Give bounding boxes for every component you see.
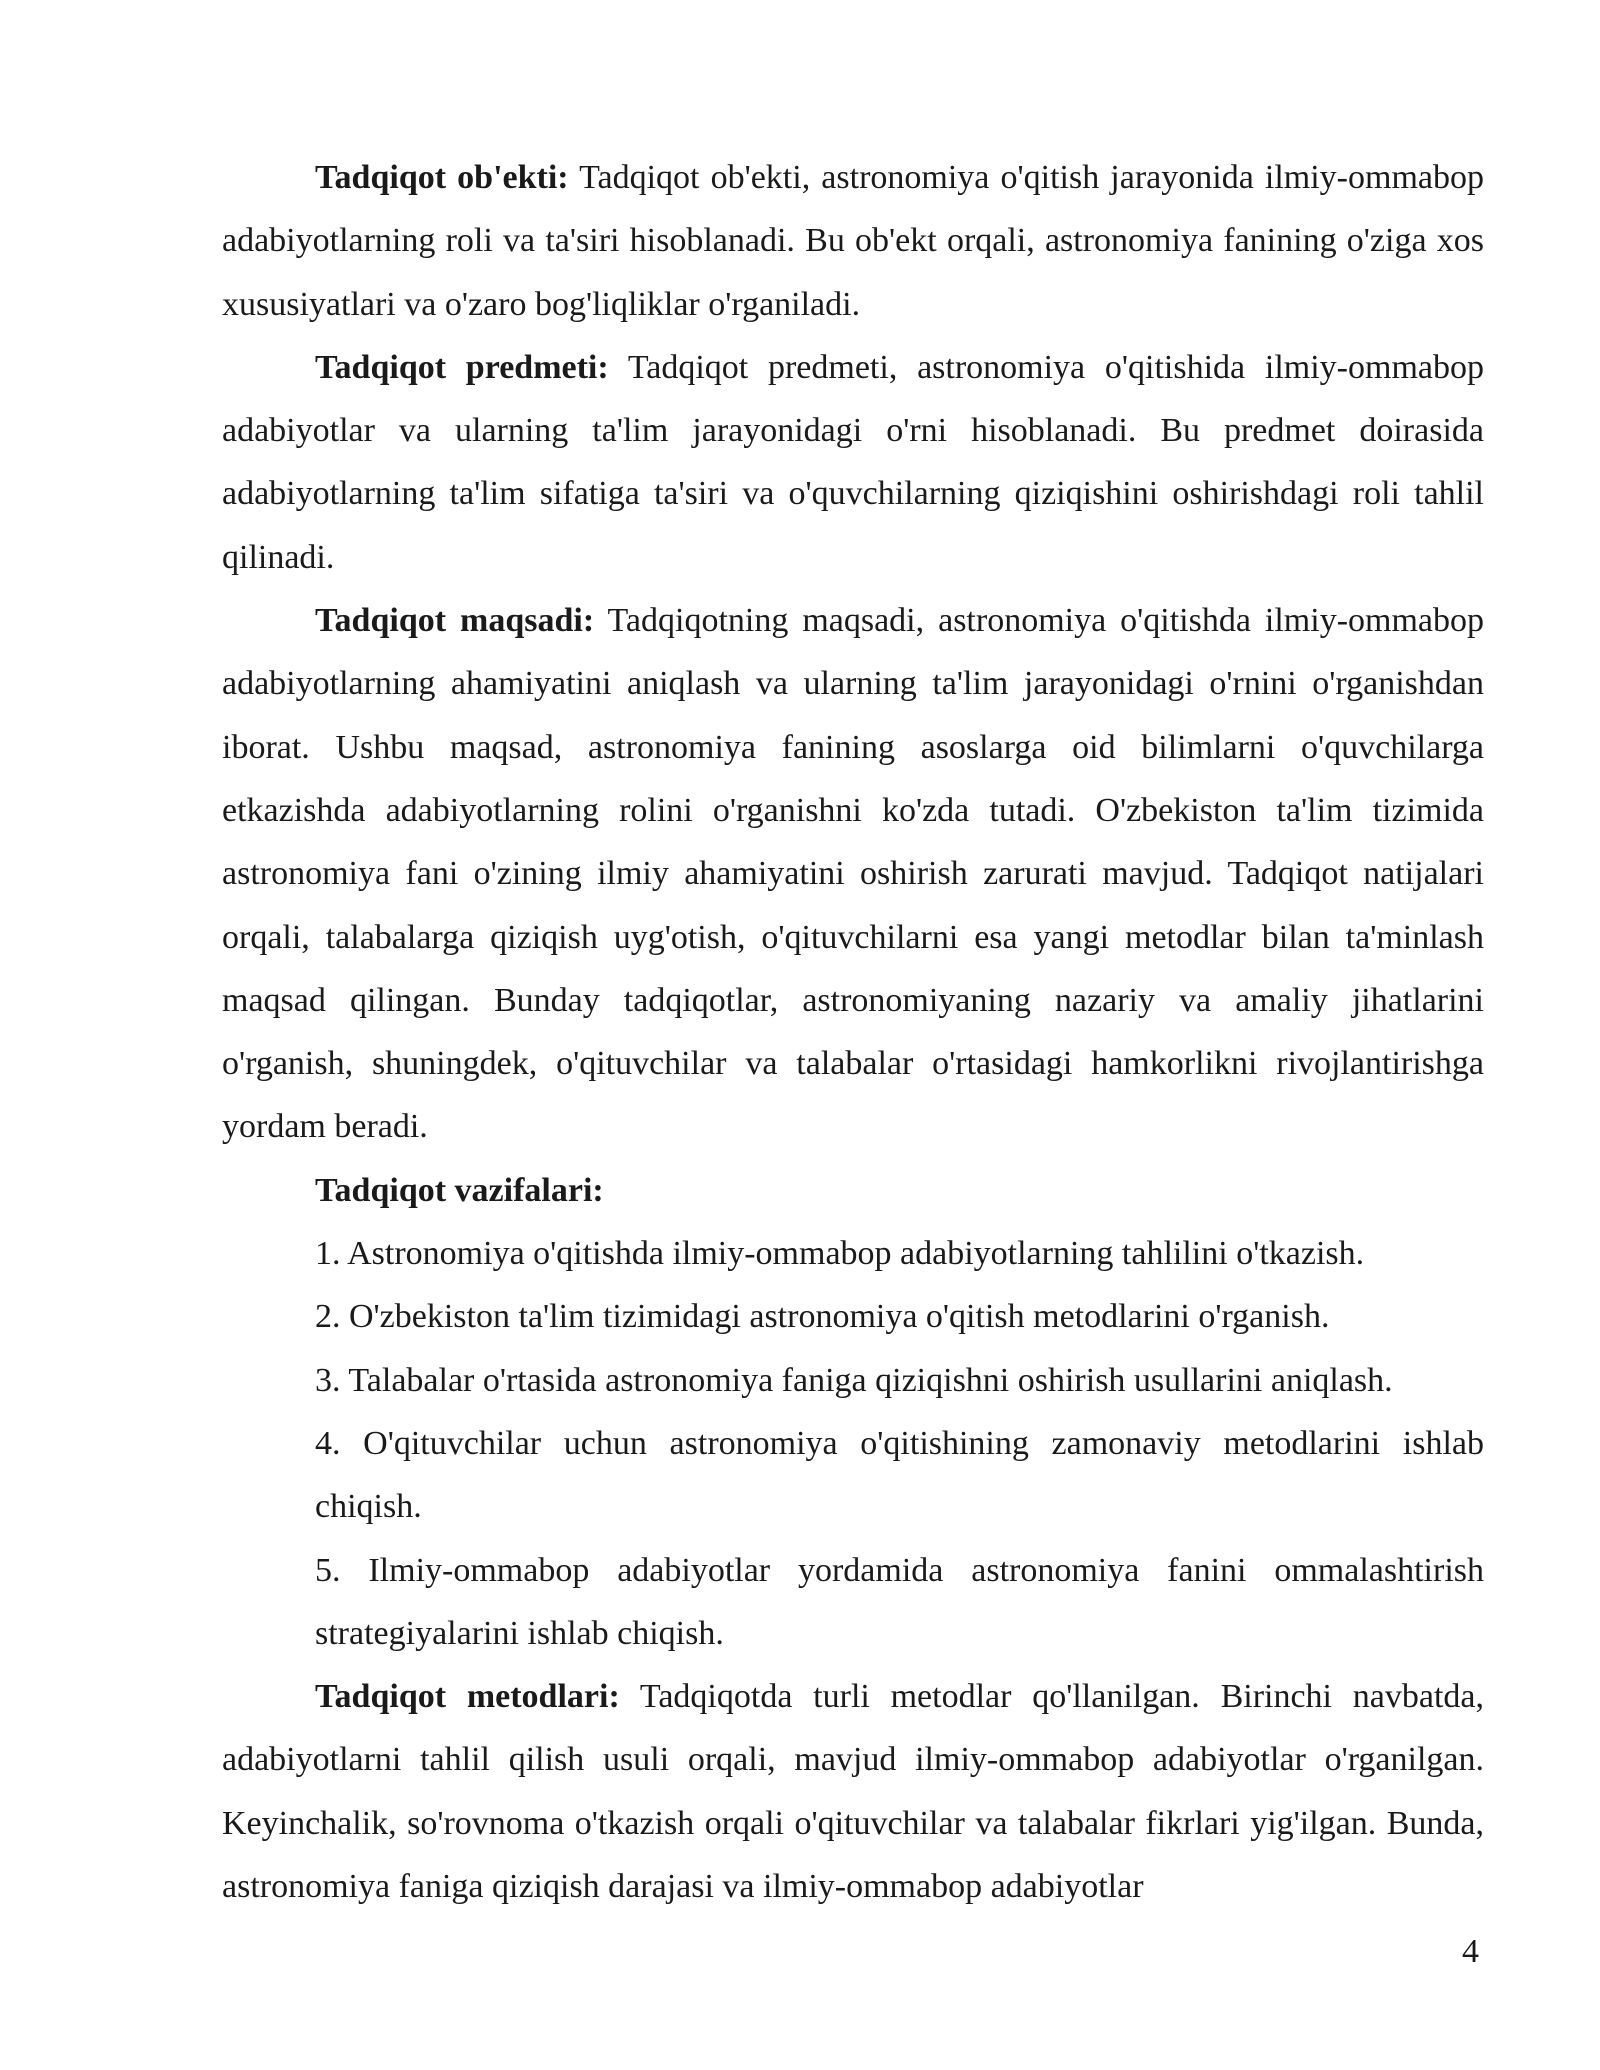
research-methods-text: Tadqiqotda turli metodlar qo'llanilgan. Birinchi navbatda, adabiyotlarni tahlil qilish usuli orqali, mavjud ilmiy-ommabop adabiyotlar o'rganilgan. Keyinchalik, so'rovnoma o'tkazish orqali o'qituvchilar va talabalar fikrlari yig'ilgan. Bunda, astronomiya faniga qiziqish darajasi va ilmiy-ommabop adabiyotlar bbox=[222, 1678, 1484, 1906]
research-tasks-label: Tadqiqot vazifalari: bbox=[315, 1171, 604, 1209]
paragraph-research-goal bbox=[222, 589, 1484, 1159]
task-item-1: 1. Astronomiya o'qitishda ilmiy-ommabop adabiyotlarning tahlilini o'tkazish. bbox=[315, 1235, 1365, 1273]
research-goal-text: Tadqiqotning maqsadi, astronomiya o'qitishda ilmiy-ommabop adabiyotlarning ahamiyatini aniqlash va ularning ta'lim jarayonidagi o'rnini o'rganishdan iborat. Ushbu maqsad, astronomiya fanining asoslarga oid bilimlarni o'quvchilarga etkazishda adabiyotlarning rolini o'rganishni ko'zda tutadi. O'zbekiston ta'lim tizimida astronomiya fani o'zining ilmiy ahamiyatini oshirish zarurati mavjud. Tadqiqot natijalari orqali, talabalarga qiziqish uyg'otish, o'qituvchilarni esa yangi metodlar bilan ta'minlash maqsad qilingan. Bunday tadqiqotlar, astronomiyaning nazariy va amaliy jihatlarini o'rganish, shuningdek, o'qituvchilar va talabalar o'rtasidagi hamkorlikni rivojlantirishga yordam beradi. bbox=[222, 602, 1484, 1146]
paragraph-research-subject bbox=[222, 336, 1484, 589]
paragraph-research-tasks-heading bbox=[222, 1159, 1484, 1222]
task-item-5: 5. Ilmiy-ommabop adabiyotlar yordamida astronomiya fanini ommalashtirish strategiyalarini ishlab chiqish. bbox=[315, 1551, 1484, 1652]
research-object-text: Tadqiqot ob'ekti, astronomiya o'qitish jarayonida ilmiy-ommabop adabiyotlarning roli va ta'siri hisoblanadi. Bu ob'ekt orqali, astronomiya fanining o'ziga xos xususiyatlari va o'zaro bog'liqliklar o'rganiladi. bbox=[222, 159, 1484, 323]
task-item-4: 4. O'qituvchilar uchun astronomiya o'qitishining zamonaviy metodlarini ishlab chiqish. bbox=[315, 1424, 1484, 1526]
research-object-label: Tadqiqot ob'ekti: bbox=[315, 159, 569, 196]
task-item-3: 3. Talabalar o'rtasida astronomiya faniga qiziqishni oshirish usullarini aniqlash. bbox=[315, 1361, 1393, 1399]
paragraph-research-object bbox=[222, 146, 1484, 336]
research-subject-label: Tadqiqot predmeti: bbox=[315, 348, 609, 386]
page-number: 4 bbox=[1462, 1933, 1479, 1970]
task-item-2: 2. O'zbekiston ta'lim tizimidagi astronomiya o'qitish metodlarini o'rganish. bbox=[315, 1298, 1330, 1336]
document-page bbox=[222, 146, 1484, 1918]
paragraph-research-methods bbox=[222, 1665, 1484, 1918]
research-goal-label: Tadqiqot maqsadi: bbox=[315, 602, 595, 640]
research-subject-text: Tadqiqot predmeti, astronomiya o'qitishida ilmiy-ommabop adabiyotlar va ularning ta'lim jarayonidagi o'rni hisoblanadi. Bu predmet doirasida adabiyotlarning ta'lim sifatiga ta'siri va o'quvchilarning qiziqishini oshirishdagi roli tahlil qilinadi. bbox=[222, 348, 1484, 576]
research-methods-label: Tadqiqot metodlari: bbox=[315, 1678, 620, 1716]
